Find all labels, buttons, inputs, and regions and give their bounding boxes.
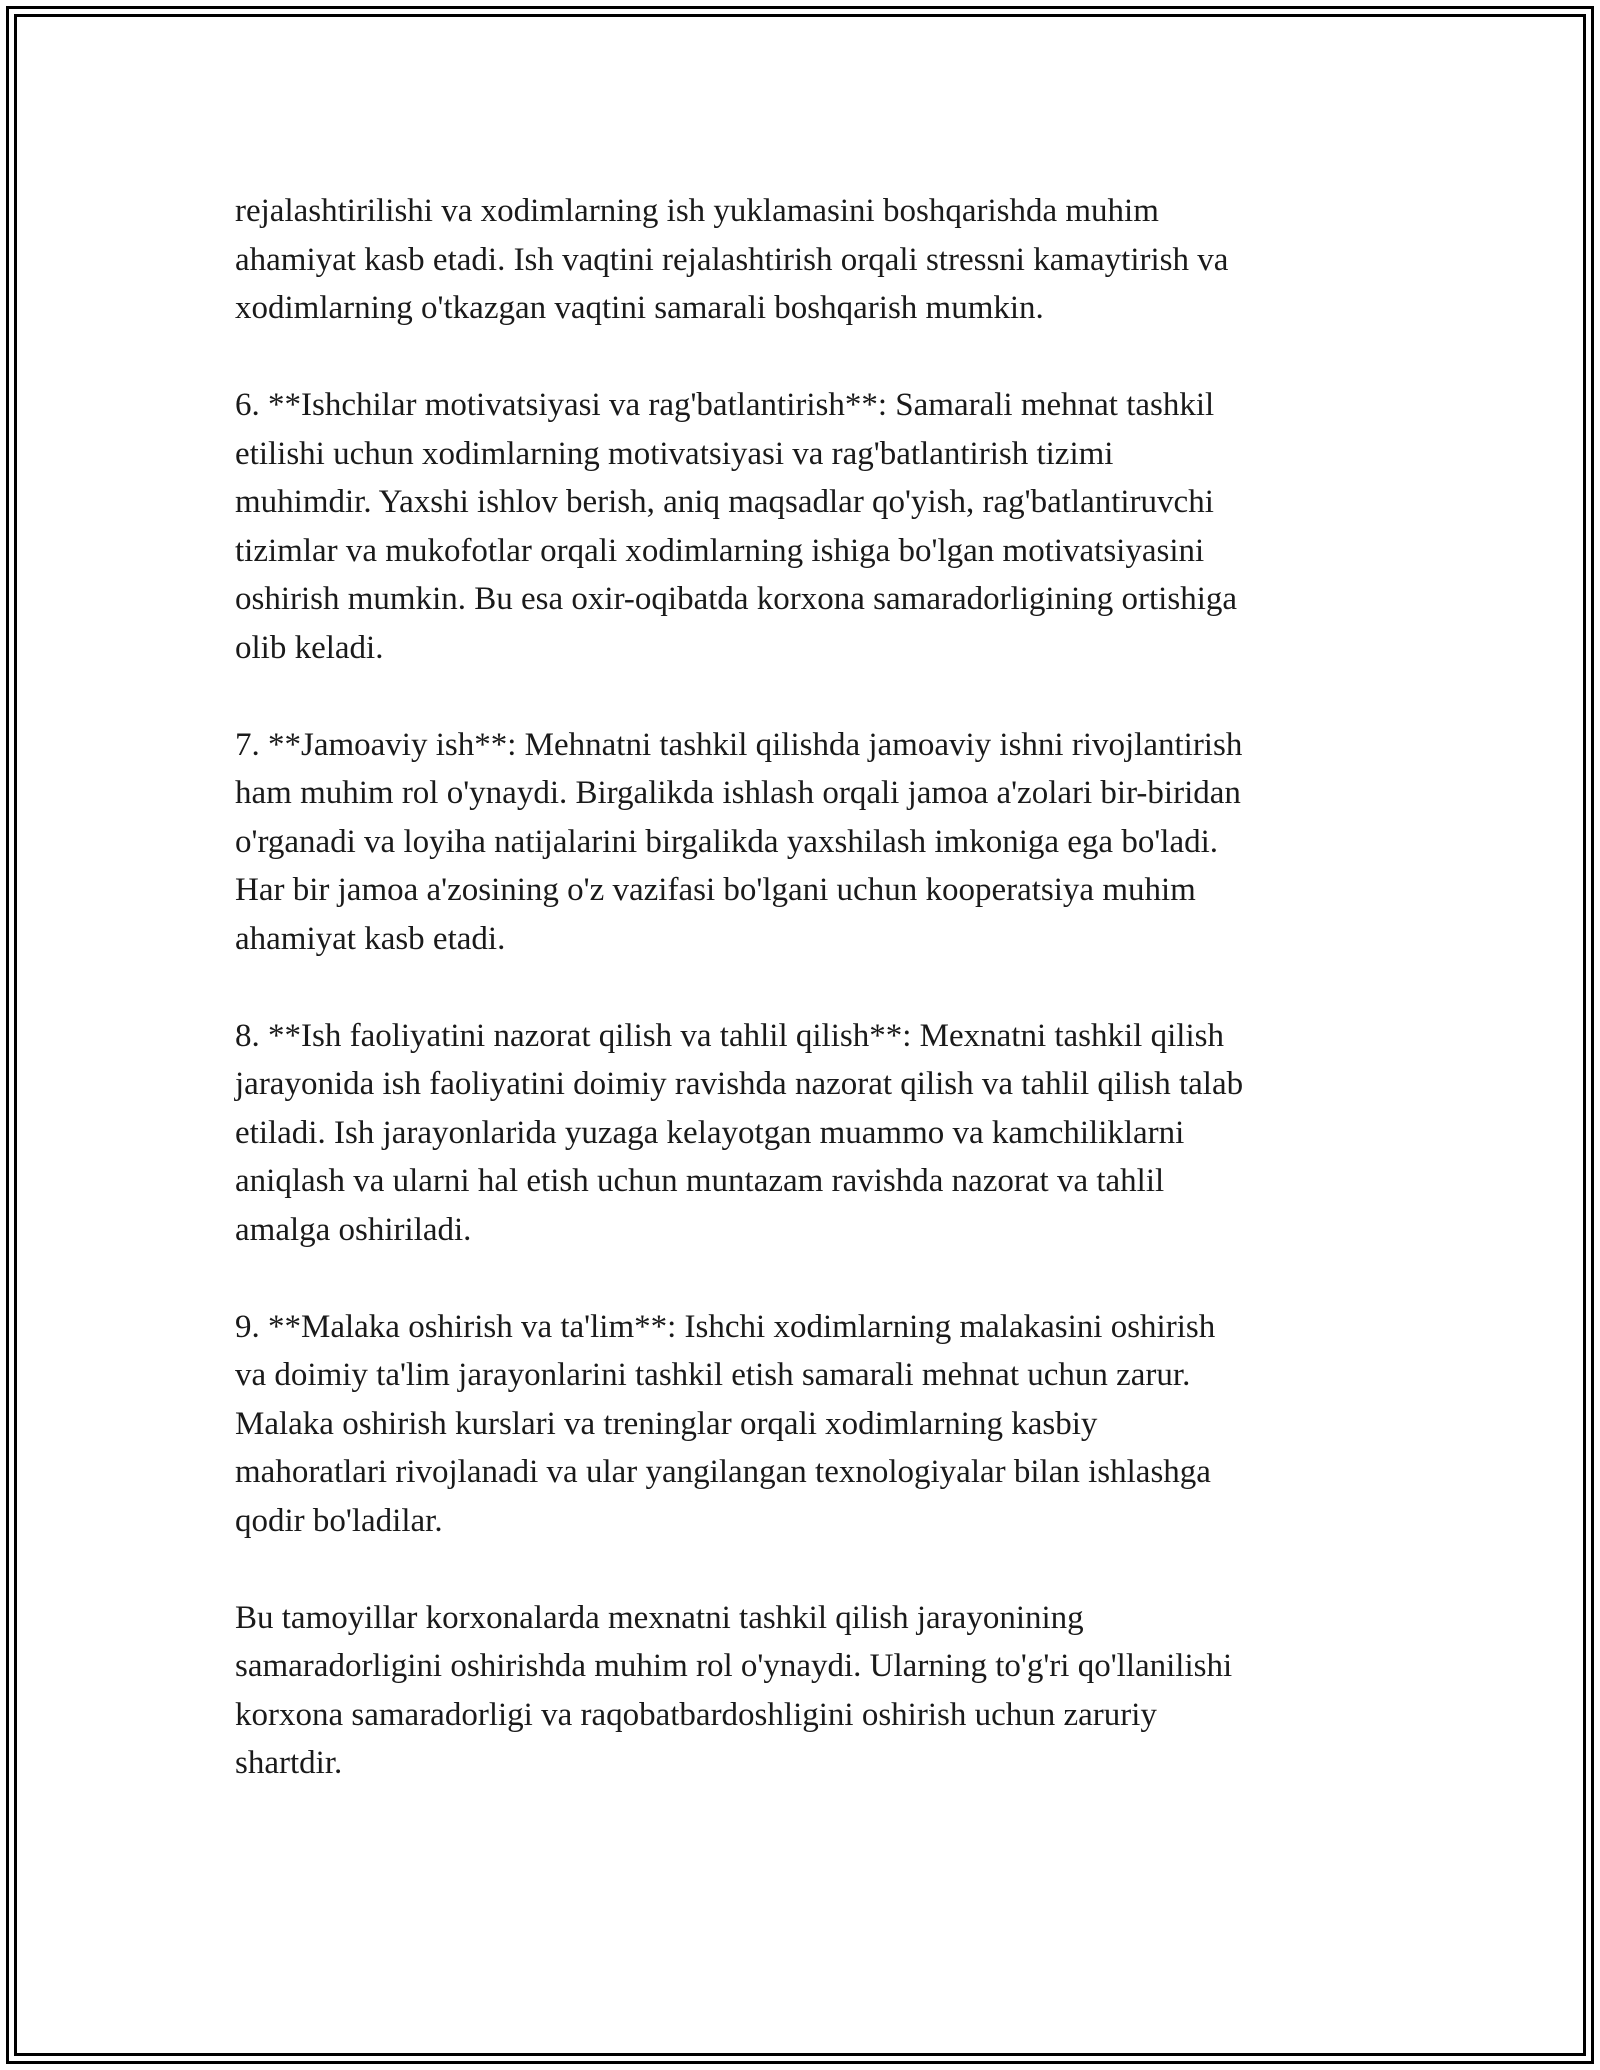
paragraph-item-7: 7. **Jamoaviy ish**: Mehnatni tashkil qilishda jamoaviy ishni rivojlantirish ham muhim rol o'ynaydi. Birgalikda ishlash orqali jamoa a'zolari bir-biridan o'rganadi va loyiha natijalarini birgalikda yaxshilash imkoniga ega bo'ladi. Har bir jamoa a'zosining o'z vazifasi bo'lgani uchun kooperatsiya muhim ahamiyat kasb etadi. bbox=[235, 726, 1243, 957]
paragraph-item-9: 9. **Malaka oshirish va ta'lim**: Ishchi xodimlarning malakasini oshirish va doimiy ta'lim jarayonlarini tashkil etish samarali mehnat uchun zarur. Malaka oshirish kurslari va treninglar orqali xodimlarning kasbiy mahoratlari rivojlanadi va ular yangilangan texnologiyalar bilan ishlashga qodir bo'ladilar. bbox=[235, 1308, 1216, 1539]
paragraph-continuation: rejalashtirilishi va xodimlarning ish yuklamasini boshqarishda muhim ahamiyat kasb etadi. Ish vaqtini rejalashtirish orqali stressni kamaytirish va xodimlarning o'tkazgan vaqtini samarali boshqarish mumkin. bbox=[235, 193, 1229, 326]
paragraph-item-8: 8. **Ish faoliyatini nazorat qilish va tahlil qilish**: Mexnatni tashkil qilish jarayonida ish faoliyatini doimiy ravishda nazorat qilish va tahlil qilish talab etiladi. Ish jarayonlarida yuzaga kelayotgan muammo va kamchiliklarni aniqlash va ularni hal etish uchun muntazam ravishda nazorat va tahlil amalga oshiriladi. bbox=[235, 1017, 1244, 1248]
document-body bbox=[235, 187, 1370, 1836]
paragraph-conclusion: Bu tamoyillar korxonalarda mexnatni tashkil qilish jarayonining samaradorligini oshirishda muhim rol o'ynaydi. Ularning to'g'ri qo'llanilishi korxona samaradorligi va raqobatbardoshligini oshirish uchun zaruriy shartdir. bbox=[235, 1599, 1233, 1781]
paragraph-item-6: 6. **Ishchilar motivatsiyasi va rag'batlantirish**: Samarali mehnat tashkil etilishi uchun xodimlarning motivatsiyasi va rag'batlantirish tizimi muhimdir. Yaxshi ishlov berish, aniq maqsadlar qo'yish, rag'batlantiruvchi tizimlar va mukofotlar orqali xodimlarning ishiga bo'lgan motivatsiyasini oshirish mumkin. Bu esa oxir-oqibatda korxona samaradorligining ortishiga olib keladi. bbox=[235, 387, 1238, 666]
